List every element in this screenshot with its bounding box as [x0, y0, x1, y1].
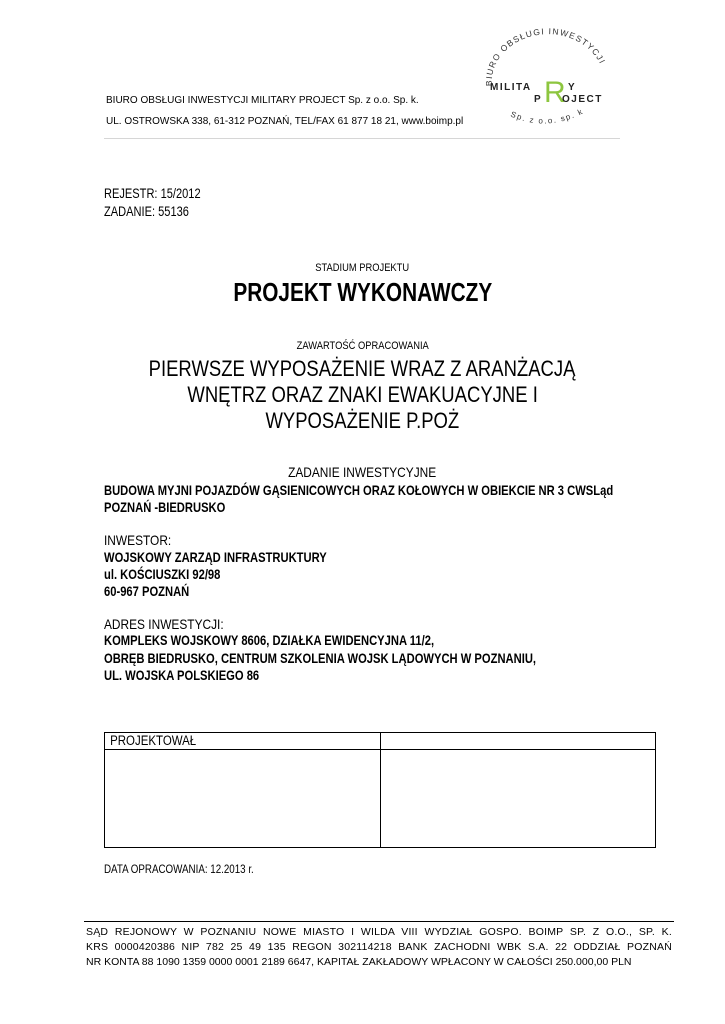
investment-task-line: BUDOWA MYJNI POJAZDÓW GĄSIENICOWYCH ORAZ KOŁOWYCH W OBIEKCIE NR 3 CWSLąd — [104, 482, 614, 498]
address-line: OBRĘB BIEDRUSKO, CENTRUM SZKOLENIA WOJSK LĄDOWYCH W POZNANIU, — [104, 650, 537, 666]
company-logo — [470, 28, 620, 136]
signature-header-cell — [381, 733, 656, 750]
designer-signature-cell — [381, 750, 656, 848]
investor-line: 60-967 POZNAŃ — [104, 583, 190, 599]
logo-milita-text: MILITA — [490, 82, 532, 93]
company-name: BIURO OBSŁUGI INWESTYCJI MILITARY PROJECT Sp. z o.o. Sp. k. — [106, 95, 419, 106]
designer-label: PROJEKTOWAŁ — [110, 733, 197, 748]
footer-line: SĄD REJONOWY W POZNANIU NOWE MIASTO I WILDA VIII WYDZIAŁ GOSPO. BOIMP SP. Z O.O., SP. K. — [86, 926, 672, 938]
stage-value: PROJEKT WYKONAWCZY — [233, 277, 492, 307]
header-divider — [104, 138, 620, 139]
footer-divider — [84, 921, 674, 922]
investor-label: INWESTOR: — [104, 532, 172, 548]
investor-line: WOJSKOWY ZARZĄD INFRASTRUKTURY — [104, 549, 327, 565]
logo-r-letter: R — [544, 76, 566, 109]
logo-arc-bottom-text: Sp. z o.o. sp. k — [509, 106, 586, 126]
contents-title — [0, 356, 725, 434]
address-label: ADRES INWESTYCJI: — [104, 616, 224, 632]
footer-line: NR KONTA 88 1090 1359 0000 0001 2189 6647, KAPITAŁ ZAKŁADOWY WPŁACONY W CAŁOŚCI 250.000,00 PLN — [86, 956, 632, 968]
address-line: UL. WOJSKA POLSKIEGO 86 — [104, 667, 260, 683]
investment-task-line: POZNAŃ -BIEDRUSKO — [104, 499, 226, 515]
designer-name-cell — [105, 750, 381, 848]
logo-p-letter: P — [534, 94, 541, 105]
logo-y-letter: Y — [568, 82, 575, 93]
contents-line: WYPOSAŻENIE P.POŻ — [265, 408, 460, 433]
company-address: UL. OSTROWSKA 338, 61-312 POZNAŃ, TEL/FAX 61 877 18 21, www.boimp.pl — [106, 116, 464, 127]
signature-table — [104, 732, 656, 848]
investment-task-label: ZADANIE INWESTYCYJNE — [288, 464, 437, 480]
contents-line: WNĘTRZ ORAZ ZNAKI EWAKUACYJNE I — [187, 382, 538, 407]
preparation-date: DATA OPRACOWANIA: 12.2013 r. — [104, 864, 254, 876]
contents-label: ZAWARTOŚĆ OPRACOWANIA — [296, 340, 429, 352]
footer-line: KRS 0000420386 NIP 782 25 49 135 REGON 302114218 BANK ZACHODNI WBK S.A. 22 ODDZIAŁ POZNAŃ — [86, 941, 672, 953]
address-line: KOMPLEKS WOJSKOWY 8606, DZIAŁKA EWIDENCYJNA 11/2, — [104, 632, 435, 648]
contents-line: PIERWSZE WYPOSAŻENIE WRAZ Z ARANŻACJĄ — [149, 356, 576, 381]
logo-oject-text: OJECT — [562, 94, 603, 105]
registry-number: REJESTR: 15/2012 — [104, 186, 201, 201]
designer-header-cell — [105, 733, 381, 750]
investor-line: ul. KOŚCIUSZKI 92/98 — [104, 566, 221, 582]
stage-label: STADIUM PROJEKTU — [315, 262, 410, 274]
logo-arc-top-text: BIURO OBSŁUGI INWESTYCJI — [483, 28, 608, 87]
task-number: ZADANIE: 55136 — [104, 204, 189, 219]
